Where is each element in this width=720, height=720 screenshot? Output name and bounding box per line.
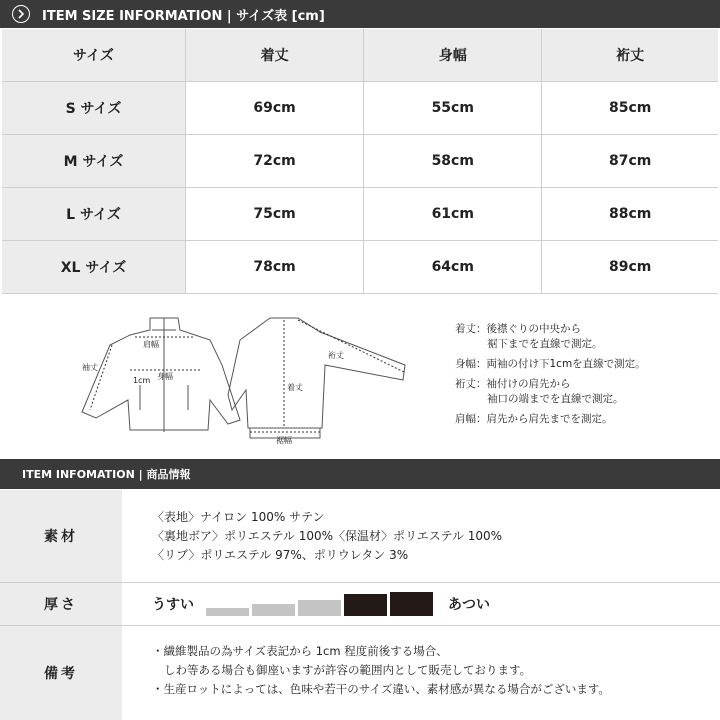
- header-cell: サイズ: [2, 29, 186, 82]
- material-line: 〈表地〉ナイロン 100% サテン: [152, 510, 325, 524]
- label-sleeve: 袖丈: [82, 363, 98, 372]
- thickness-bars: [206, 592, 436, 616]
- back-jacket-outline: [228, 318, 405, 428]
- measurement-notes: [455, 322, 646, 432]
- item-info-header: [0, 459, 720, 489]
- thickness-bar: [252, 604, 295, 616]
- size-info-header: [0, 0, 720, 28]
- label-width: 身幅: [157, 372, 173, 381]
- measurement-item: [455, 322, 646, 352]
- material-label: 素材: [0, 490, 122, 582]
- value-cell: 61cm: [364, 188, 542, 241]
- material-values: [152, 508, 502, 565]
- remark-line: しわ等ある場合も御座いますが許容の範囲内として販売しております。: [164, 663, 532, 677]
- measurement-item: [455, 412, 646, 427]
- header-cell: 着丈: [186, 29, 364, 82]
- remarks-values: [152, 642, 610, 699]
- thickness-scale: [152, 592, 490, 616]
- measurement-line: 身幅：両袖の付け下1cmを直線で測定。: [455, 358, 646, 370]
- value-cell: 72cm: [186, 135, 364, 188]
- measurement-item: [455, 357, 646, 372]
- material-row: [0, 490, 720, 583]
- thickness-bar: [344, 594, 387, 616]
- thickness-bar: [298, 600, 341, 616]
- thickness-row: [0, 583, 720, 626]
- material-line: 〈リブ〉ポリエステル 97%、ポリウレタン 3%: [152, 548, 409, 562]
- value-cell: 69cm: [186, 82, 364, 135]
- measurement-line: 裾下までを直線で測定。: [487, 338, 603, 350]
- value-cell: 87cm: [542, 135, 718, 188]
- value-cell: 85cm: [542, 82, 718, 135]
- size-cell: S サイズ: [2, 82, 186, 135]
- value-cell: 75cm: [186, 188, 364, 241]
- size-info-title: ITEM SIZE INFORMATION | サイズ表 [cm]: [42, 8, 325, 24]
- thickness-bar: [390, 592, 433, 616]
- measurement-line: 肩幅：肩先から肩先までを測定。: [455, 413, 613, 425]
- value-cell: 88cm: [542, 188, 718, 241]
- remarks-label: 備考: [0, 626, 122, 720]
- value-cell: 78cm: [186, 241, 364, 294]
- thick-label: あつい: [448, 597, 490, 613]
- label-hem: 裾幅: [276, 436, 292, 445]
- label-length: 着丈: [287, 383, 303, 392]
- value-cell: 58cm: [364, 135, 542, 188]
- value-cell: 89cm: [542, 241, 718, 294]
- chevron-right-icon: [12, 5, 30, 23]
- table-row: [2, 135, 718, 188]
- size-cell: L サイズ: [2, 188, 186, 241]
- remark-line: ・生産ロットによっては、色味や若干のサイズ違い、素材感が異なる場合がございます。: [152, 682, 610, 696]
- table-header-row: [2, 29, 718, 82]
- measurement-line: 裄丈：袖付けの肩先から: [455, 378, 571, 390]
- size-cell: M サイズ: [2, 135, 186, 188]
- table-row: [2, 188, 718, 241]
- item-info-title: ITEM INFOMATION | 商品情報: [22, 468, 191, 481]
- label-1cm: 1cm: [133, 376, 151, 385]
- value-cell: 64cm: [364, 241, 542, 294]
- size-cell: XL サイズ: [2, 241, 186, 294]
- measurement-line: 袖口の端までを直線で測定。: [487, 393, 624, 405]
- header-cell: 裄丈: [542, 29, 718, 82]
- value-cell: 55cm: [364, 82, 542, 135]
- thickness-bar: [206, 608, 249, 616]
- table-row: [2, 82, 718, 135]
- thickness-label: 厚さ: [0, 583, 122, 625]
- header-cell: 身幅: [364, 29, 542, 82]
- material-line: 〈裏地ボア〉ポリエステル 100%〈保温材〉ポリエステル 100%: [152, 529, 503, 543]
- label-yuki: 裄丈: [328, 351, 344, 360]
- measurement-item: [455, 377, 646, 407]
- measurement-line: 着丈：後襟ぐりの中央から: [455, 323, 581, 335]
- thin-label: うすい: [152, 597, 194, 613]
- size-table: [2, 29, 718, 294]
- remarks-row: [0, 626, 720, 720]
- table-row: [2, 241, 718, 294]
- label-shoulder: 肩幅: [143, 340, 159, 349]
- remark-line: ・繊維製品の為サイズ表記から 1cm 程度前後する場合、: [152, 644, 448, 658]
